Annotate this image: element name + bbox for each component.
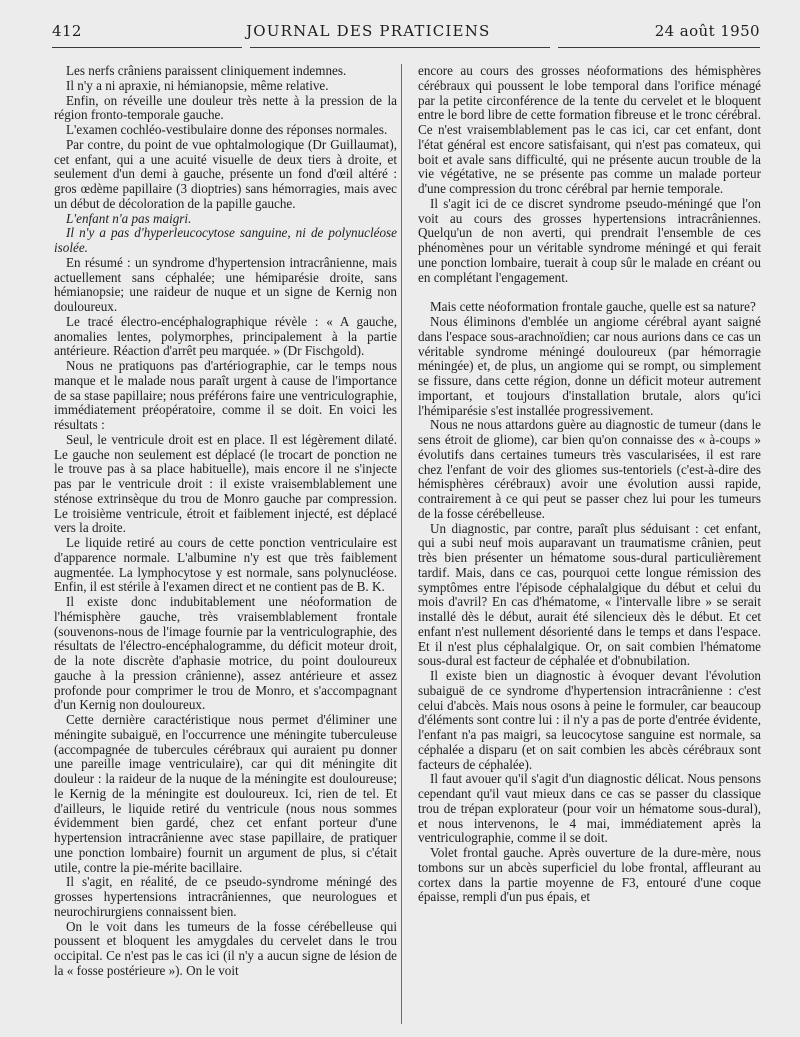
paragraph: En résumé : un syndrome d'hypertension intracrânienne, mais actuellement sans céphalée; une hémiparésie droite, sans hémianopsie; une raideur de nuque et un signe de Kernig non douloureux. xyxy=(54,254,397,314)
page-number: 412 xyxy=(52,22,82,40)
paragraph: Volet frontal gauche. Après ouverture de la dure-mère, nous tombons sur un abcès superficiel du lobe frontal, affleurant au cortex dans la partie moyenne de F3, entouré d'une coque épaisse, rempli d'un pus épais, et xyxy=(418,845,761,905)
paragraph: L'examen cochléo-vestibulaire donne des réponses normales. xyxy=(66,122,388,137)
issue-date: 24 août 1950 xyxy=(654,22,760,40)
column-divider xyxy=(401,64,402,1024)
paragraph: Les nerfs crâniens paraissent cliniquement indemnes. xyxy=(66,64,347,78)
journal-title: JOURNAL DES PRATICIENS xyxy=(246,22,491,40)
paragraph: Par contre, du point de vue ophtalmologique (Dr Guillaumat), cet enfant, qui a une acuité visuelle de deux tiers à droite, et seulement d'un demi à gauche, présente un fond d'œil altéré : gros œdème papillaire (3 dioptries) sans hémorragies, mais avec un début de décoloration de la papille gauche. xyxy=(54,136,397,211)
paragraph: Il existe bien un diagnostic à évoquer devant l'évolution subaiguë de ce syndrome d'hypertension intracrânienne : c'est celui d'abcès. Mais nous osons à peine le formuler, car beaucoup d'éléments sont contre lui : il n'y a pas de porte d'entrée évidente, l'enfant n'a pas maigri, sa leucocytose sanguine est normale, sa céphalée a disparu (et on sait combien les abcès cérébraux sont facteurs de céphalée). xyxy=(418,668,761,772)
paragraph: Nous éliminons d'emblée un angiome cérébral ayant saigné dans l'espace sous-arachnoïdien; car nous aurions dans ce cas un véritable syndrome méningé douloureux (par hémorragie méningée) et, de plus, un angiome qui se rompt, ou simplement se fissure, dans cette région, donne un déficit moteur autrement important, et toujours d'installation brutale, alors qu'ici l'hémiparésie s'est installée progressivement. xyxy=(418,314,761,418)
header-rule-middle xyxy=(250,47,550,48)
page-header xyxy=(52,22,760,44)
paragraph: encore au cours des grosses néoformations des hémisphères cérébraux qui poussent le lobe temporal dans l'orifice ménagé par la petite circonférence de la tente du cervelet et le bloquent entre le bord libre de cette formation fibreuse et le tronc cérébral. Ce n'est vraisemblablement pas le cas ici, car cet enfant, dont l'état général est encore satisfaisant, qui n'est pas comateux, qui boit et avale sans difficulté, qui ne présente aucun trouble de la vie végétative, ne se présente pas comme un malade porteur d'une compression du tronc cérébral par hernie temporale. xyxy=(418,64,761,196)
paragraph: Il n'y a ni apraxie, ni hémianopsie, même relative. xyxy=(66,77,329,93)
paragraph: Il s'agit, en réalité, de ce pseudo-syndrome méningé des grosses hypertensions intracrâniennes, que neurologues et neurochirurgiens connaissent bien. xyxy=(54,874,397,919)
paragraph: Il faut avouer qu'il s'agit d'un diagnostic délicat. Nous pensons cependant qu'il vaut mieux dans ce cas se passer du classique trou de trépan explorateur (pour voir un hématome sous-dural), et nous intervenons, le 4 mai, immédiatement après la ventriculographie, comme il se doit. xyxy=(418,771,761,846)
header-rule-right xyxy=(558,47,760,48)
paragraph: Enfin, on réveille une douleur très nette à la pression de la région fronto-temporale gauche. xyxy=(54,92,397,123)
paragraph: Cette dernière caractéristique nous permet d'éliminer une méningite subaiguë, en l'occurrence une méningite tuberculeuse (accompagnée de tubercules cérébraux qui auraient pu donner une pareille image ventriculaire), car qui dit méningite dit douleur : la raideur de la nuque de la méningite est douloureuse; le Kernig de la méningite est douloureux. Ici, rien de tel. Et d'ailleurs, le liquide retiré du ventricule (nous nous sommes évidemment bien gardé, chez cet enfant porteur d'une hypertension intracrânienne avec stase papillaire, de pratiquer une ponction lombaire) fournit un argument de plus, si c'était utile, contre la pie-mérite bacillaire. xyxy=(54,712,397,875)
paragraph: L'enfant n'a pas maigri. xyxy=(66,210,192,226)
paragraph: Il s'agit ici de ce discret syndrome pseudo-méningé que l'on voit au cours des grosses hypertensions intracrâniennes. Quelqu'un de non averti, qui prendrait l'ensemble de ces phénomènes pour un véritable syndrome méningé et qui ferait une ponction lombaire, tuerait à coup sûr le malade en créant ou en complétant l'engagement. xyxy=(418,195,761,285)
paragraph: Mais cette néoformation frontale gauche, quelle est sa nature? xyxy=(430,299,756,315)
paragraph: Nous ne pratiquons pas d'artériographie, car le temps nous manque et le malade nous paraît urgent à cause de l'importance de sa stase papillaire; nous préférons faire une ventriculographie, immédiatement préopératoire, comme il se doit. En voici les résultats : xyxy=(54,358,397,432)
paragraph: Le tracé électro-encéphalographique révèle : « A gauche, anomalies lentes, polymorphes, principalement à la partie antérieure. Réaction d'arrêt peu marquée. » (Dr Fischgold). xyxy=(54,313,397,359)
paragraph: Il n'y a pas d'hyperleucocytose sanguine, ni de polynucléose isolée. xyxy=(54,225,397,255)
paragraph: Nous ne nous attardons guère au diagnostic de tumeur (dans le sens étroit de gliome), car bien qu'on connaisse des « à-coups » évolutifs dans certaines tumeurs très vascularisées, il est rare chez l'enfant de voir des gliomes sus-tentoriels (c'est-à-dire des hémisphères cérébraux) avoir une évolution aussi rapide, contrairement à ce qui peut se passer chez lui pour les tumeurs de la fosse cérébelleuse. xyxy=(418,417,761,521)
right-column xyxy=(418,64,761,1024)
left-column xyxy=(54,64,397,1024)
paragraph: Il existe donc indubitablement une néoformation de l'hémisphère gauche, très vraisemblablement frontale (souvenons-nous de l'image fournie par la ventriculographie, des résultats de l'électro-encéphalogramme, du déficit moteur droit, de la note discrète d'aphasie motrice, du point douloureux gauche à la pression crânienne), assez antérieure et assez profonde pour comprimer le trou de Monro, et s'accompagnant d'un Kernig non douloureux. xyxy=(54,594,397,713)
paragraph: On le voit dans les tumeurs de la fosse cérébelleuse qui poussent et bloquent les amygdales du cervelet dans le trou occipital. Ce n'est pas le cas ici (il n'y a aucun signe de lésion de la « fosse postérieure »). On le voit xyxy=(54,918,397,978)
article-body xyxy=(52,64,764,1024)
paragraph: Un diagnostic, par contre, paraît plus séduisant : cet enfant, qui a subi neuf mois auparavant un traumatisme crânien, peut très bien présenter un hématome sous-dural particulièrement tardif. Mais, dans ce cas, pourquoi cette longue rémission des symptômes entre l'épisode céphalalgique du début et celui du mois d'avril? En cas d'hématome, « l'intervalle libre » se serait installé dès le début, aurait été silencieux dès le début. Et cet enfant n'est nullement désorienté dans le temps et dans l'espace. Et il n'est plus céphalalgique. Or, on sait combien l'hématome sous-dural est facteur de céphalée et d'obnubilation. xyxy=(418,520,761,669)
header-rule-left xyxy=(52,47,242,48)
paragraph: Le liquide retiré au cours de cette ponction ventriculaire est d'apparence normale. L'albumine n'y est que très faiblement augmentée. La lymphocytose y est normale, sans polynucléose. Enfin, il est stérile à l'examen direct et ne contient pas de B. K. xyxy=(54,535,397,595)
paragraph: Seul, le ventricule droit est en place. Il est légèrement dilaté. Le gauche non seulement est déplacé (le trocart de ponction ne le trouve pas à sa place habituelle), mais encore il ne s'injecte pas par le ventricule droit : il existe vraisemblablement une sténose extrinsèque du trou de Monro gauche par compression. Le troisième ventricule, étroit et faiblement injecté, est déplacé vers la droite. xyxy=(54,431,397,536)
